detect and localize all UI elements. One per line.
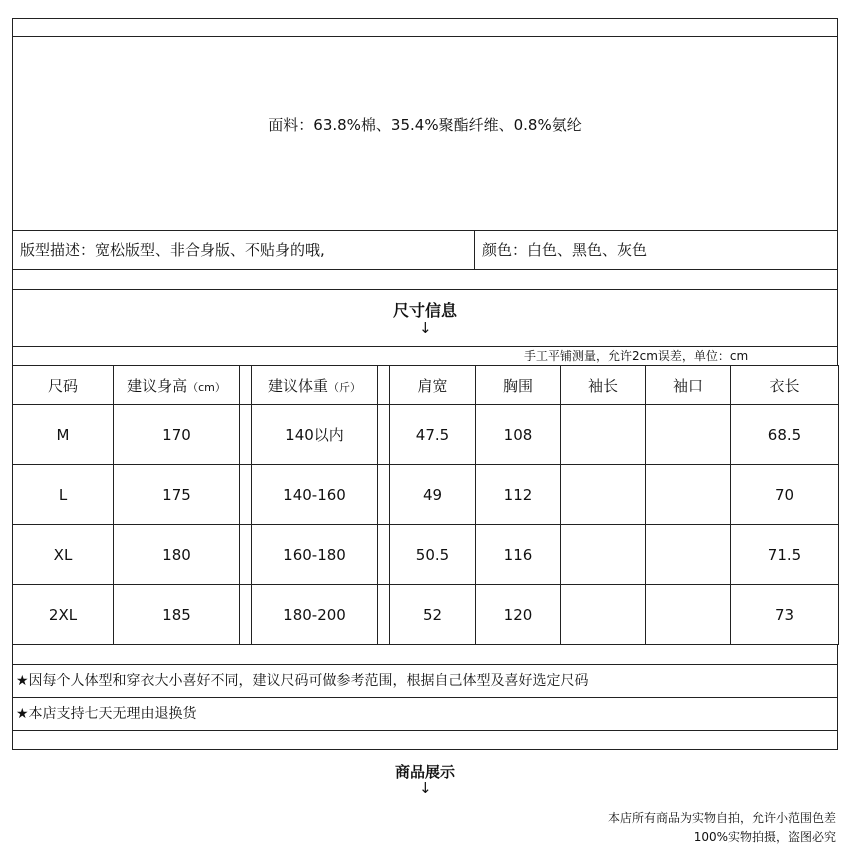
table-row xyxy=(13,525,839,585)
cell-sleeve xyxy=(561,585,646,645)
spacer-row-3 xyxy=(12,730,838,750)
cell-gap xyxy=(240,585,252,645)
table-row xyxy=(13,465,839,525)
cell-cuff xyxy=(646,405,731,465)
header-shoulder: 肩宽 xyxy=(390,366,476,405)
cell-weight: 180-200 xyxy=(252,585,378,645)
header-weight: 建议体重（斤） xyxy=(252,366,378,405)
fit-description: 版型描述：宽松版型、非合身版、不贴身的哦, xyxy=(20,241,325,259)
header-height: 建议身高（cm） xyxy=(114,366,240,405)
header-size: 尺码 xyxy=(13,366,114,405)
table-row xyxy=(13,585,839,645)
header-chest: 胸围 xyxy=(476,366,561,405)
cell-weight: 140以内 xyxy=(252,405,378,465)
cell-shoulder: 52 xyxy=(390,585,476,645)
cell-height: 185 xyxy=(114,585,240,645)
top-spacer-row xyxy=(12,18,838,37)
header-cuff: 袖口 xyxy=(646,366,731,405)
header-length: 衣长 xyxy=(731,366,839,405)
color-options: 颜色：白色、黑色、灰色 xyxy=(482,241,648,259)
cell-sleeve xyxy=(561,405,646,465)
note-return-policy: ★本店支持七天无理由退换货 xyxy=(16,706,197,722)
size-table xyxy=(12,365,839,645)
cell-gap xyxy=(378,465,390,525)
display-title: 商品展示 xyxy=(394,763,455,781)
cell-length: 68.5 xyxy=(731,405,839,465)
cell-shoulder: 49 xyxy=(390,465,476,525)
fit-color-divider xyxy=(474,230,475,270)
cell-sleeve xyxy=(561,525,646,585)
header-gap xyxy=(240,366,252,405)
cell-cuff xyxy=(646,465,731,525)
cell-chest: 116 xyxy=(476,525,561,585)
header-sleeve: 袖长 xyxy=(561,366,646,405)
spacer-row-1 xyxy=(12,269,838,290)
cell-weight: 140-160 xyxy=(252,465,378,525)
cell-weight: 160-180 xyxy=(252,525,378,585)
cell-length: 70 xyxy=(731,465,839,525)
cell-gap xyxy=(378,525,390,585)
cell-sleeve xyxy=(561,465,646,525)
cell-height: 175 xyxy=(114,465,240,525)
header-gap xyxy=(378,366,390,405)
cell-chest: 108 xyxy=(476,405,561,465)
table-header-row xyxy=(13,366,839,405)
cell-size: XL xyxy=(13,525,114,585)
cell-chest: 112 xyxy=(476,465,561,525)
cell-size: 2XL xyxy=(13,585,114,645)
down-arrow-icon: ↓ xyxy=(419,779,432,797)
cell-size: L xyxy=(13,465,114,525)
footer-line-1: 本店所有商品为实物自拍，允许小范围色差 xyxy=(607,811,836,825)
cell-shoulder: 47.5 xyxy=(390,405,476,465)
footer-line-2: 100%实物拍摄，盗图必究 xyxy=(693,830,836,844)
table-row xyxy=(13,405,839,465)
cell-gap xyxy=(378,405,390,465)
cell-size: M xyxy=(13,405,114,465)
measure-note: 手工平铺测量，允许2cm误差，单位：cm xyxy=(524,349,749,363)
fabric-text: 面料：63.8%棉、35.4%聚酯纤维、0.8%氨纶 xyxy=(268,116,582,134)
cell-shoulder: 50.5 xyxy=(390,525,476,585)
cell-height: 180 xyxy=(114,525,240,585)
cell-chest: 120 xyxy=(476,585,561,645)
cell-cuff xyxy=(646,525,731,585)
note-size-advice: ★因每个人体型和穿衣大小喜好不同，建议尺码可做参考范围，根据自己体型及喜好选定尺码 xyxy=(16,673,589,689)
cell-height: 170 xyxy=(114,405,240,465)
cell-gap xyxy=(240,405,252,465)
size-section-title: 尺寸信息 xyxy=(392,301,457,320)
size-table-wrap xyxy=(12,365,838,645)
cell-cuff xyxy=(646,585,731,645)
cell-gap xyxy=(240,525,252,585)
cell-length: 73 xyxy=(731,585,839,645)
spacer-row-2 xyxy=(12,644,838,665)
cell-gap xyxy=(240,465,252,525)
down-arrow-icon: ↓ xyxy=(419,319,432,337)
cell-length: 71.5 xyxy=(731,525,839,585)
cell-gap xyxy=(378,585,390,645)
